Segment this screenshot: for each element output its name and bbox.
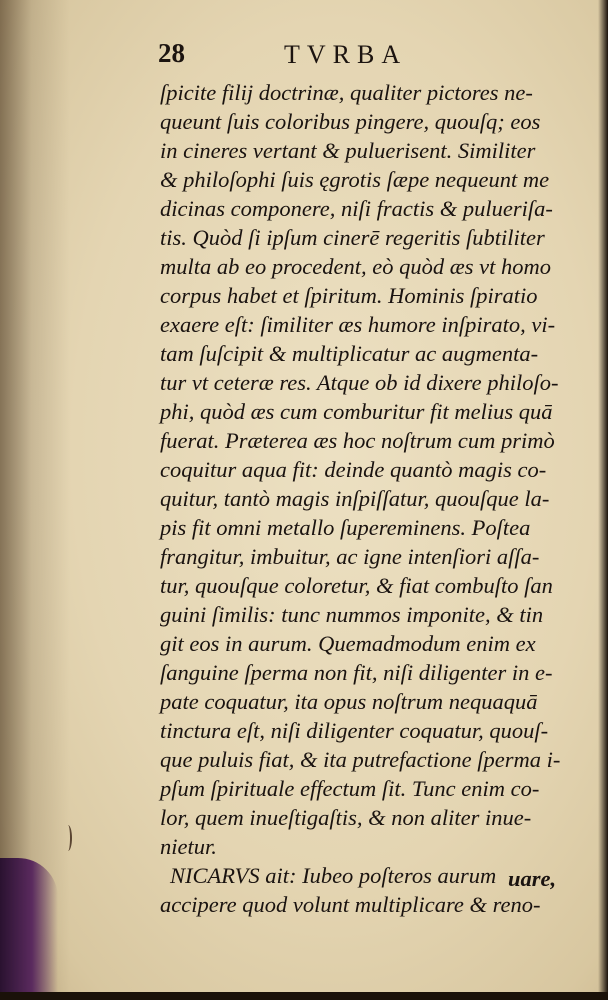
text-line: accipere quod volunt multiplicare & reno- bbox=[160, 892, 541, 917]
page-header bbox=[0, 38, 608, 78]
catchword: uare, bbox=[508, 866, 557, 891]
text-line: multa ab eo procedent, eò quòd æs vt homo bbox=[160, 254, 551, 279]
text-line: tinctura eſt, niſi diligenter coquatur, quouſ- bbox=[160, 718, 549, 743]
text-line: queunt ſuis coloribus pingere, quouſq; eos bbox=[160, 109, 541, 134]
gutter-shadow bbox=[0, 0, 70, 1000]
text-line: tam ſuſcipit & multiplicatur ac augmenta- bbox=[160, 341, 539, 366]
text-line: ſpicite filij doctrinæ, qualiter pictores ne- bbox=[160, 80, 533, 105]
text-line: frangitur, imbuitur, ac igne intenſiori aſſa- bbox=[160, 544, 540, 569]
text-line: ſanguine ſperma non fit, niſi diligenter in e- bbox=[160, 660, 553, 685]
bookmark-ribbon bbox=[0, 858, 58, 1000]
text-line: & philoſophi ſuis ęgrotis ſæpe nequeunt me bbox=[160, 167, 550, 192]
text-line: lor, quem inueſtigaſtis, & non aliter inue- bbox=[160, 805, 532, 830]
text-line: git eos in aurum. Quemadmodum enim ex bbox=[160, 631, 536, 656]
running-head: TVRBA bbox=[284, 40, 408, 69]
text-line: pate coquatur, ita opus noſtrum nequaquā bbox=[160, 689, 538, 714]
text-line: pſum ſpirituale effectum ſit. Tunc enim co- bbox=[160, 776, 540, 801]
text-line: tur, quouſque coloretur, & fiat combuſto ſan bbox=[160, 573, 553, 598]
text-line: in cineres vertant & puluerisent. Similiter bbox=[160, 138, 536, 163]
text-line: que puluis fiat, & ita putrefactione ſperma i- bbox=[160, 747, 561, 772]
text-line: corpus habet et ſpiritum. Hominis ſpiratio bbox=[160, 283, 538, 308]
text-line: dicinas componere, niſi fractis & pulueriſa- bbox=[160, 196, 553, 221]
text-line: nietur. bbox=[160, 834, 217, 859]
text-line: phi, quòd æs cum comburitur fit melius quā bbox=[160, 399, 553, 424]
page-number: 28 bbox=[158, 38, 185, 68]
text-line: exaere eſt: ſimiliter æs humore inſpirato, vi- bbox=[160, 312, 556, 337]
text-line: NICARVS ait: Iubeo poſteros aurum bbox=[170, 863, 497, 888]
text-line: quitur, tantò magis inſpiſſatur, quouſque la- bbox=[160, 486, 550, 511]
page-edge bbox=[598, 0, 608, 1000]
text-line: fuerat. Præterea æs hoc noſtrum cum primò bbox=[160, 428, 555, 453]
margin-mark bbox=[64, 825, 72, 851]
text-line: tur vt ceteræ res. Atque ob id dixere philoſo- bbox=[160, 370, 559, 395]
text-line: guini ſimilis: tunc nummos imponite, & tin bbox=[160, 602, 544, 627]
text-line: tis. Quòd ſi ipſum cinerē regeritis ſubtiliter bbox=[160, 225, 545, 250]
text-line: pis fit omni metallo ſupereminens. Poſtea bbox=[160, 515, 531, 540]
text-line: coquitur aqua fit: deinde quantò magis co- bbox=[160, 457, 547, 482]
bottom-edge bbox=[0, 992, 608, 1000]
